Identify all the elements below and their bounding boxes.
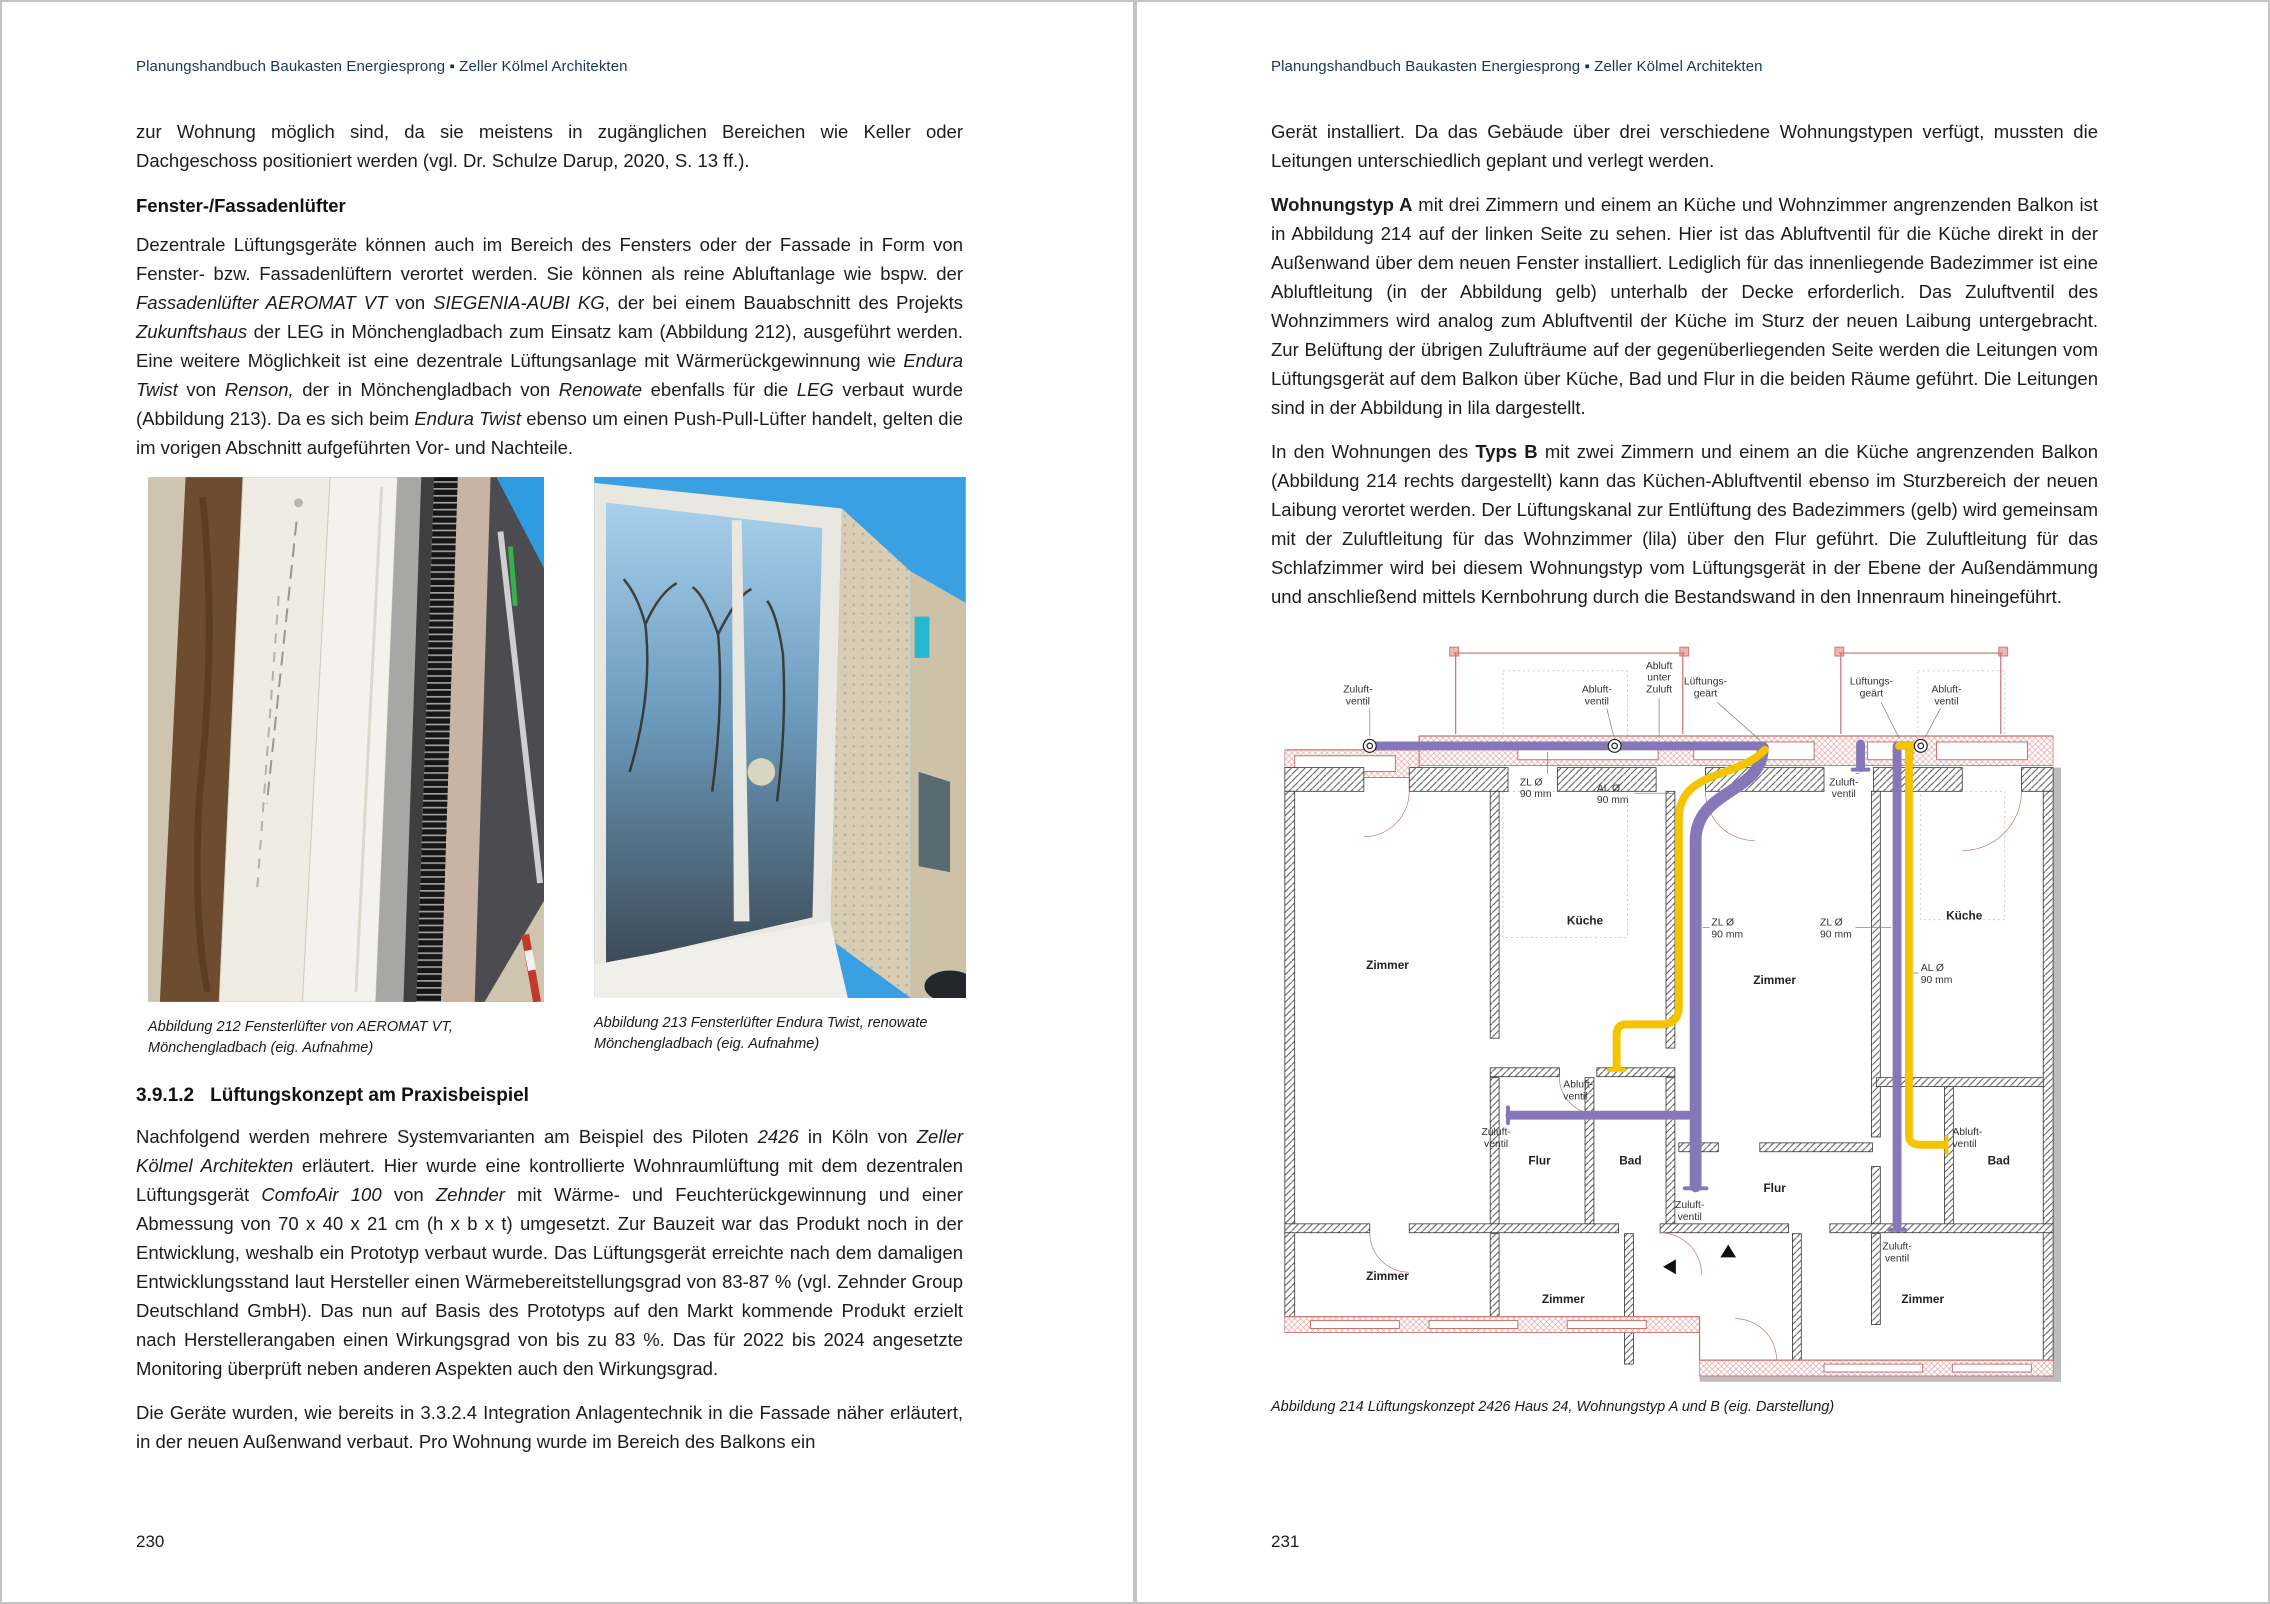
paragraph: Wohnungstyp A mit drei Zimmern und einem an Küche und Wohnzimmer angrenzenden Balkon ist in Abbildung 214 auf der linken Seite zu sehen. Hier ist das Abluftventil für die Küche direkt in der Außenwand über dem neuen Fenster installiert. Lediglich für das innenliegende Badezimmer ist eine Abluftleitung (in der Abbildung gelb) unterhalb der Decke erforderlich. Das Zuluftventil des Wohnzimmers wird analog zum Abluftventil der Küche im Sturz der neuen Laibung untergebracht. Zur Belüftung der übrigen Zulufträume auf der gegenüberliegenden Seite werden die Leitungen vom Lüftungsgerät auf dem Balkon über Küche, Bad und Flur in die beiden Räume geführt. Die Leitungen sind in der Abbildung in lila dargestellt. [1271,194,2098,418]
section-heading-praxisbeispiel: 3.9.1.2 Lüftungskonzept am Praxisbeispiel [136,1085,529,1106]
arrow-up-icon [1720,1245,1736,1258]
svg-text:Zuluft-ventil: Zuluft-ventil [1343,684,1373,708]
paragraph: Die Geräte wurden, wie bereits in 3.3.2.4 Integration Anlagentechnik in die Fassade näher erläutert, in der neuen Außenwand verbaut. Pro Wohnung wurde im Bereich des Balkons ein [136,1402,963,1452]
page-230 [2,2,1133,1602]
figure-row [148,477,963,1059]
svg-text:Zuluft-ventil: Zuluft-ventil [1882,1241,1912,1265]
svg-text:AbluftunterZuluft: Abluft unter Zuluft [1645,660,1673,696]
svg-text:Bad: Bad [1987,1153,2010,1168]
svg-text:Küche: Küche [1566,913,1604,928]
paragraph: Gerät installiert. Da das Gebäude über drei verschiedene Wohnungstypen verfügt, mussten die Leitungen unterschiedlich geplant und verlegt werden. [1271,121,2098,171]
svg-text:Abluft-ventil: Abluft-ventil [1952,1126,1983,1150]
figure-213 [594,477,966,1055]
svg-text:Zuluft-ventil: Zuluft-ventil [1481,1126,1511,1150]
svg-text:Lüftungs-geärt: Lüftungs-geärt [1683,676,1728,700]
svg-text:Zimmer: Zimmer [1366,1269,1409,1284]
svg-text:AL Ø90 mm: AL Ø 90 mm [1920,963,1953,986]
paragraph: zur Wohnung möglich sind, da sie meistens in zugänglichen Bereichen wie Keller oder Dachgeschoss positioniert werden (vgl. Dr. Schulze Darup, 2020, S. 13 ff.). [136,121,963,171]
page-number-230: 230 [136,1532,165,1551]
figure-214 [1271,643,2098,1415]
page-number-231: 231 [1271,1532,1300,1551]
running-header: Planungshandbuch Baukasten Energiesprong ▪ Zeller Kölmel Architekten [1271,58,1763,75]
caption-214: Abbildung 214 Lüftungskonzept 2426 Haus 24, Wohnungstyp A und B (eig. Darstellung) [1271,1399,1835,1415]
paragraph: Nachfolgend werden mehrere Systemvarianten am Beispiel des Piloten 2426 in Köln von Zeller Kölmel Architekten erläutert. Hier wurde eine kontrollierte Wohnraumlüftung mit dem dezentralen Lüftungsgerät ComfoAir 100 von Zehnder mit Wärme- und Feuchterückgewinnung und einer Abmessung von 70 x 40 x 21 cm (h x b x t) umgesetzt. Zur Bauzeit war das Produkt noch in der Entwicklung, weshalb ein Prototyp verbaut wurde. Das Lüftungsgerät erreichte nach dem damaligen Entwicklungsstand laut Hersteller einen Wärmebereitstellungsgrad von 83-87 % (vgl. Zehnder Group Deutschland GmbH). Das nun auf Basis des Prototyps auf den Markt kommende Produkt erzielt nach Herstellerangaben einen Wirkungsgrad von bis zu 83 %. Das für 2022 bis 2024 angesetzte Monitoring überprüft neben anderen Aspekten auch den Wirkungsgrad. [136,1126,964,1379]
svg-text:Zimmer: Zimmer [1901,1291,1945,1306]
svg-text:Flur: Flur [1528,1153,1551,1168]
svg-text:Abluft-ventil: Abluft-ventil [1931,684,1962,708]
svg-text:Abluft-ventil: Abluft-ventil [1563,1079,1594,1103]
svg-text:Bad: Bad [1619,1153,1642,1168]
running-header: Planungshandbuch Baukasten Energiesprong ▪ Zeller Kölmel Architekten [136,58,628,75]
page-231 [1137,2,2268,1602]
svg-text:Zimmer: Zimmer [1753,972,1797,987]
svg-text:Abluft-ventil: Abluft-ventil [1581,684,1612,708]
floor-plan-lueftungskonzept [1271,643,2061,1384]
svg-text:Zuluft-ventil: Zuluft-ventil [1675,1200,1705,1223]
svg-text:Zimmer: Zimmer [1366,958,1409,973]
svg-text:Flur: Flur [1763,1181,1786,1196]
photo-endura-twist [594,477,966,998]
svg-text:Zimmer: Zimmer [1541,1291,1585,1306]
svg-text:Lüftungs-geärt: Lüftungs-geärt [1849,676,1894,700]
arrow-left-icon [1663,1259,1676,1274]
facade-bottom [1285,1317,2053,1376]
paragraph: Dezentrale Lüftungsgeräte können auch im Bereich des Fensters oder der Fassade in Form von Fenster- bzw. Fassadenlüftern verortet werden. Sie können als reine Abluftanlage wie bspw. der Fassadenlüfter AEROMAT VT von SIEGENIA-AUBI KG, der bei einem Bauabschnitt des Projekts Zukunftshaus der LEG in Mönchengladbach zum Einsatz kam (Abbildung 212), ausgeführt werden. Eine weitere Möglichkeit ist eine dezentrale Lüftungsanlage mit Wärmerückgewinnung wie Endura Twist von Renson, der in Mönchengladbach von Renowate ebenfalls für die LEG verbaut wurde (Abbildung 213). Da es sich beim Endura Twist ebenso um einen Push-Pull-Lüfter handelt, gelten die im vorigen Abschnitt aufgeführten Vor- und Nachteile. [136,234,963,458]
section-heading-fensterlueter: Fenster-/Fassadenlüfter [136,195,346,216]
figure-212 [148,477,544,1059]
svg-text:ZL Ø90 mm: ZL Ø 90 mm [1519,777,1552,801]
svg-text:Küche: Küche [1946,908,1983,923]
walls [1285,791,2053,1376]
caption-213: Abbildung 213 Fensterlüfter Endura Twist, renowate Mönchengladbach (eig. Aufnahme) [594,1015,928,1052]
caption-212: Abbildung 212 Fensterlüfter von AEROMAT VT, Mönchengladbach (eig. Aufnahme) [148,1019,453,1056]
svg-text:Zuluft-ventil: Zuluft-ventil [1829,777,1859,801]
svg-text:ZL Ø90 mm: ZL Ø 90 mm [1711,917,1744,941]
svg-text:ZL Ø90 mm: ZL Ø 90 mm [1820,917,1852,941]
room-labels [1366,909,2010,1306]
paragraph: In den Wohnungen des Typs B mit zwei Zimmern und einem an die Küche angrenzenden Balkon (Abbildung 214 rechts dargestellt) kann das Küchen-Abluftventil ebenso im Sturzbereich der neuen Laibung verortet werden. Der Lüftungskanal zur Entlüftung des Badezimmers (gelb) wird gemeinsam mit der Zuluftleitung für das Wohnzimmer (lila) über den Flur geführt. Die Zuluftleitung für das Schlafzimmer wird bei diesem Wohnungstyp vom Lüftungsgerät in der Ebene der Außendämmung und anschließend mittels Kernbohrung durch die Bestandswand in den Innenraum hineingeführt. [1271,441,2098,607]
photo-aeromat-vt [148,477,544,1002]
svg-text:AL Ø90 mm: AL Ø 90 mm [1596,783,1629,807]
